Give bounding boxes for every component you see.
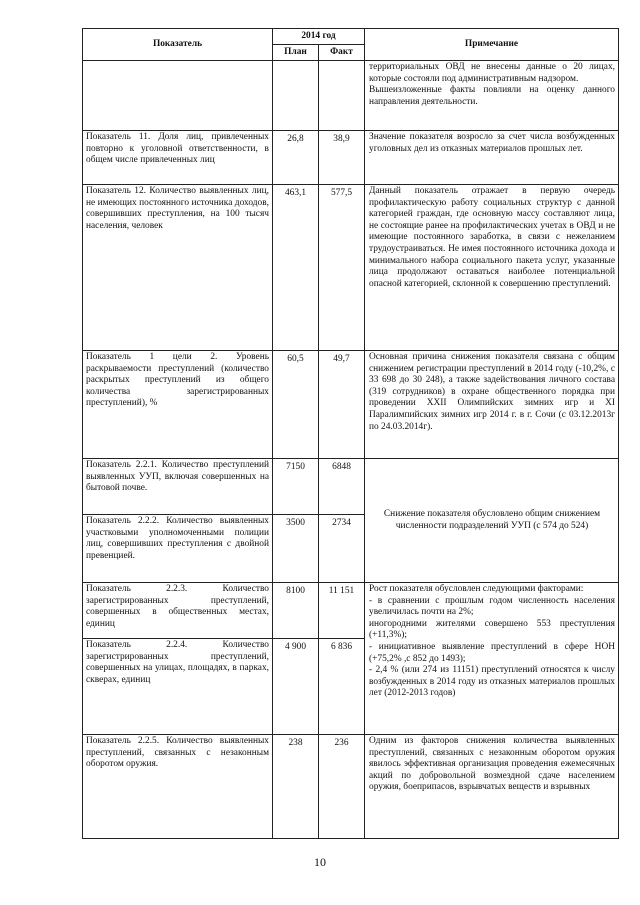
- page-number: 10: [314, 855, 326, 869]
- plan-cell: 26,8: [273, 131, 319, 185]
- merged-note-public: [365, 583, 619, 735]
- header-plan: План: [273, 45, 319, 61]
- indicator-cell: Показатель 12. Количество выявленных лиц, не имеющих постоянного источника доходов, совершивших преступления, на 100 тысяч населения, человек: [83, 185, 273, 351]
- note-cell: [365, 61, 619, 131]
- table-row: [83, 61, 619, 131]
- note-paragraph: иногородними жителями совершено 553 преступления (+11,3%);: [369, 618, 615, 641]
- fact-cell: 6 836: [319, 639, 365, 735]
- note-paragraph: Рост показателя обусловлен следующими факторами:: [369, 584, 584, 594]
- fact-cell: 6848: [319, 459, 365, 515]
- page-sheet: [82, 28, 618, 839]
- note-cell: [365, 735, 619, 839]
- header-fact: Факт: [319, 45, 365, 61]
- plan-cell: 7150: [273, 459, 319, 515]
- plan-cell: 60,5: [273, 351, 319, 459]
- note-cell: [365, 185, 619, 351]
- note-cell: [365, 131, 619, 185]
- note-paragraph: территориальных ОВД не внесены данные о 20 лицах, которые состояли под административным надзором.: [369, 62, 615, 84]
- table-row: [83, 459, 619, 515]
- merged-note-uup: Снижение показателя обусловлено общим снижением численности подразделений УУП (с 574 до 524): [365, 459, 619, 583]
- note-paragraph: Данный показатель отражает в первую очередь профилактическую работу социальных структур с данной категорией граждан, где основную массу составляют лица, не состоящие ранее на профилактических учетах в ОВД и не имеющие постоянного заработка, в связи с нежеланием трудоустраиваться. Не имея постоянного источника дохода и минимального набора социального пакета услуг, указанные лица продолжают оставаться наиболее потенциальной опасной категорией, склонной к совершению преступлений.: [369, 186, 615, 289]
- fact-cell: 577,5: [319, 185, 365, 351]
- header-year: 2014 год: [273, 29, 365, 45]
- header-indicator: Показатель: [83, 29, 273, 61]
- indicator-cell: Показатель 2.2.4. Количество зарегистрированных преступлений, совершенных на улицах, площадях, в парках, скверах, единиц: [83, 639, 273, 735]
- fact-cell: 236: [319, 735, 365, 839]
- table-row: [83, 735, 619, 839]
- indicator-cell: Показатель 2.2.3. Количество зарегистрированных преступлений, совершенных в общественных местах, единиц: [83, 583, 273, 639]
- note-paragraph: - 2,4 % (или 274 из 11151) преступлений относятся к числу возбужденных в 2014 году из отказных материалов прошлых лет (2012-2013 годов): [369, 665, 615, 699]
- note-paragraph: - инициативное выявление преступлений в сфере НОН (+75,2% ,с 852 до 1493);: [369, 641, 615, 664]
- table-row: [83, 131, 619, 185]
- note-paragraph: - в сравнении с прошлым годом численность населения увеличилась почти на 2%;: [369, 595, 615, 618]
- plan-cell: [273, 61, 319, 131]
- table-row: [83, 185, 619, 351]
- plan-cell: 3500: [273, 515, 319, 583]
- indicators-table: [82, 28, 619, 839]
- indicator-cell: Показатель 2.2.2. Количество выявленных участковыми уполномоченными полиции лиц, совершивших преступления с двойной превенцией.: [83, 515, 273, 583]
- indicator-cell: [83, 61, 273, 131]
- plan-cell: 238: [273, 735, 319, 839]
- plan-cell: 463,1: [273, 185, 319, 351]
- indicator-cell: Показатель 1 цели 2. Уровень раскрываемости преступлений (количество раскрытых преступлений из общего количества зарегистрированных преступлений), %: [83, 351, 273, 459]
- indicator-cell: Показатель 11. Доля лиц, привлеченных повторно к уголовной ответственности, в общем числе привлеченных лиц: [83, 131, 273, 185]
- indicator-cell: Показатель 2.2.1. Количество преступлений выявленных УУП, включая совершенных на бытовой почве.: [83, 459, 273, 515]
- indicator-cell: Показатель 2.2.5. Количество выявленных преступлений, связанных с незаконным оборотом оружия.: [83, 735, 273, 839]
- fact-cell: 11 151: [319, 583, 365, 639]
- note-paragraph: Основная причина снижения показателя связана с общим снижением регистрации преступлений в 2014 году (-10,2%, с 33 698 до 30 248), а также задействования личного состава (319 сотрудников) в охране общественного порядка при проведении XXII Олимпийских зимних игр и XI Паралимпийских зимних игр 2014 г. в г. Сочи (с 03.12.2013г по 24.03.2014г).: [369, 352, 615, 432]
- fact-cell: 2734: [319, 515, 365, 583]
- note-cell: [365, 351, 619, 459]
- header-note: Примечание: [365, 29, 619, 61]
- fact-cell: [319, 61, 365, 131]
- note-paragraph: Одним из факторов снижения количества выявленных преступлений, связанных с незаконным оборотом оружия явилось эффективная организация проведения ежемесячных акций по добровольной возмездной сдаче населением оружия, боеприпасов, взрывчатых веществ и взрывных: [369, 736, 615, 793]
- plan-cell: 4 900: [273, 639, 319, 735]
- note-paragraph: Вышеизложенные факты повлияли на оценку данного направления деятельности.: [369, 85, 615, 107]
- table-row: [83, 583, 619, 639]
- table-row: [83, 351, 619, 459]
- note-paragraph: Значение показателя возросло за счет числа возбужденных уголовных дел из отказных материалов прошлых лет.: [369, 132, 615, 154]
- fact-cell: 38,9: [319, 131, 365, 185]
- plan-cell: 8100: [273, 583, 319, 639]
- fact-cell: 49,7: [319, 351, 365, 459]
